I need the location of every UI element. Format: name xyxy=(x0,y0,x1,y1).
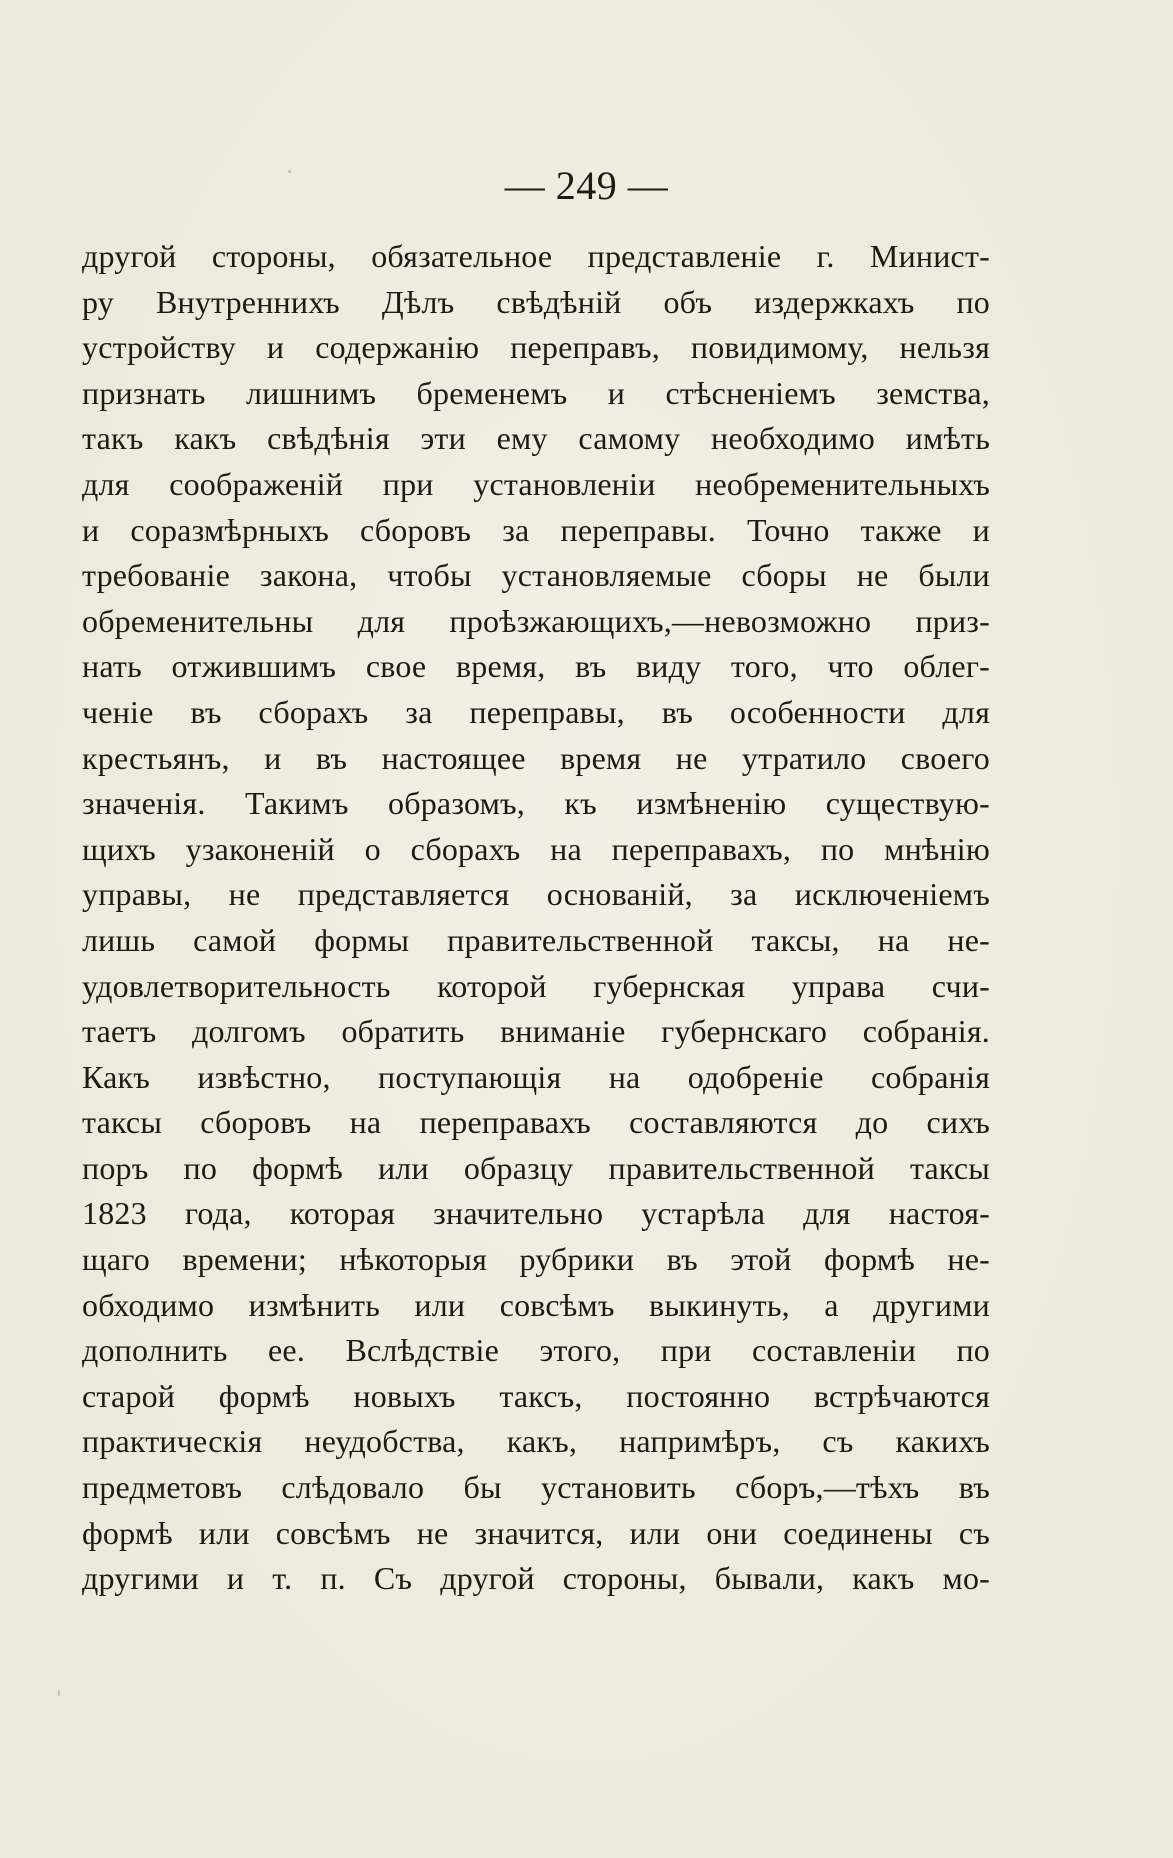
text-line: ченіе въ сборахъ за переправы, въ особенности для xyxy=(82,693,990,730)
text-line: обременительны для проѣзжающихъ,—невозможно приз- xyxy=(82,602,990,639)
text-line: 1823 года, которая значительно устарѣла для настоя- xyxy=(82,1195,990,1232)
text-line: устройству и содержанію переправъ, повидимому, нельзя xyxy=(82,329,990,366)
text-line: управы, не представляется основаній, за исключеніемъ xyxy=(82,876,990,913)
text-line: таксы сборовъ на переправахъ составляются до сихъ xyxy=(82,1104,990,1141)
text-line: для соображеній при установленіи необременительныхъ xyxy=(82,465,990,502)
text-line: лишь самой формы правительственной таксы, на не- xyxy=(82,921,990,958)
text-line: и соразмѣрныхъ сборовъ за переправы. Точно также и xyxy=(82,511,990,548)
text-line: поръ по формѣ или образцу правительственной таксы xyxy=(82,1149,990,1186)
body-text xyxy=(82,234,990,1602)
text-line: требованіе закона, чтобы установляемые сборы не были xyxy=(82,557,990,594)
text-line: старой формѣ новыхъ таксъ, постоянно встрѣчаются xyxy=(82,1377,990,1414)
text-line: практическія неудобства, какъ, напримѣръ, съ какихъ xyxy=(82,1423,990,1460)
text-line: формѣ или совсѣмъ не значится, или они соединены съ xyxy=(82,1514,990,1551)
text-line: Какъ извѣстно, поступающія на одобреніе собранія xyxy=(82,1058,990,1095)
text-line: щихъ узаконеній о сборахъ на переправахъ, по мнѣнію xyxy=(82,830,990,867)
text-line: другими и т. п. Съ другой стороны, бывали, какъ мо- xyxy=(82,1560,990,1597)
print-speck xyxy=(58,1690,60,1696)
page-number: — 249 — xyxy=(504,163,669,208)
text-line: дополнить ее. Вслѣдствіе этого, при составленіи по xyxy=(82,1332,990,1369)
text-line: щаго времени; нѣкоторыя рубрики въ этой формѣ не- xyxy=(82,1241,990,1278)
text-line: таетъ долгомъ обратить вниманіе губернскаго собранія. xyxy=(82,1013,990,1050)
text-line: такъ какъ свѣдѣнія эти ему самому необходимо имѣть xyxy=(82,420,990,457)
text-line: значенія. Такимъ образомъ, къ измѣненію существую- xyxy=(82,785,990,822)
text-line: ру Внутреннихъ Дѣлъ свѣдѣній объ издержкахъ по xyxy=(82,283,990,320)
text-line: другой стороны, обязательное представленіе г. Минист- xyxy=(82,238,990,274)
text-line: обходимо измѣнить или совсѣмъ выкинуть, а другими xyxy=(82,1286,990,1323)
text-line: признать лишнимъ бременемъ и стѣсненіемъ земства, xyxy=(82,374,990,411)
text-line: предметовъ слѣдовало бы установить сборъ,—тѣхъ въ xyxy=(82,1469,990,1506)
text-line: удовлетворительность которой губернская управа счи- xyxy=(82,967,990,1004)
text-line: крестьянъ, и въ настоящее время не утратило своего xyxy=(82,739,990,776)
text-line: нать отжившимъ свое время, въ виду того, что облег- xyxy=(82,648,990,685)
